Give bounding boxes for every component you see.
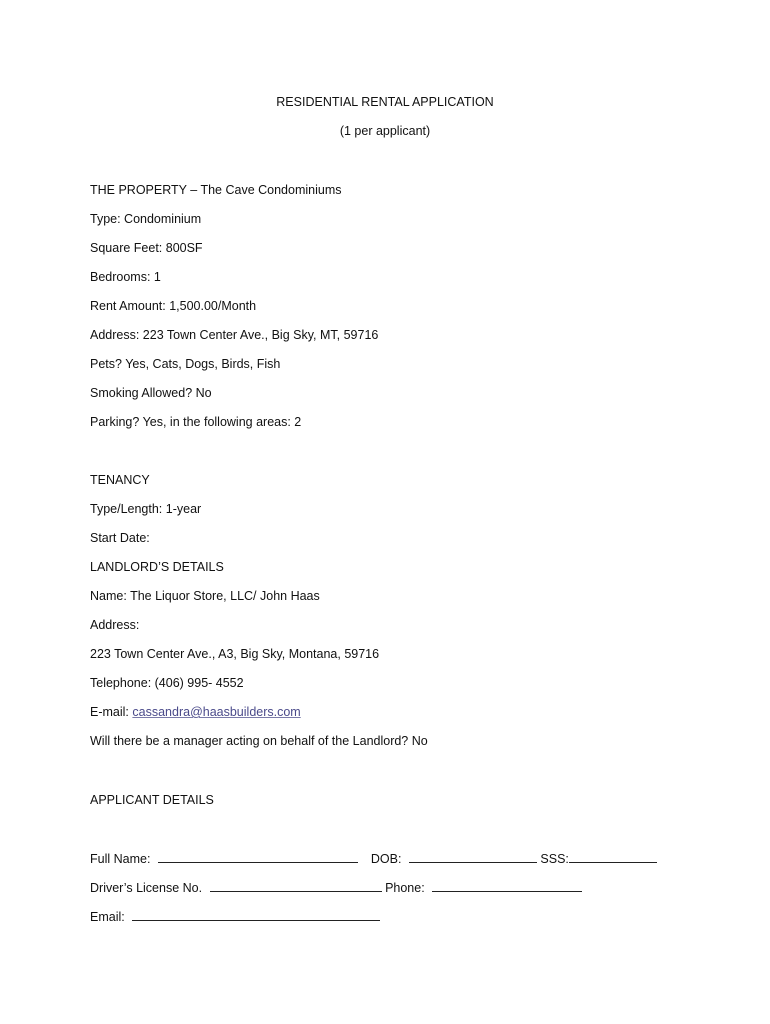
tenancy-heading: TENANCY	[90, 473, 150, 487]
property-pets: Pets? Yes, Cats, Dogs, Birds, Fish	[90, 357, 281, 371]
drivers-license-field[interactable]	[210, 879, 382, 892]
applicant-email-field[interactable]	[132, 908, 380, 921]
landlord-heading: LANDLORD’S DETAILS	[90, 560, 224, 574]
landlord-address: 223 Town Center Ave., A3, Big Sky, Montana, 59716	[90, 647, 380, 661]
property-square-feet: Square Feet: 800SF	[90, 241, 203, 255]
landlord-email-label: E-mail:	[90, 705, 129, 719]
sss-label: SSS:	[540, 852, 569, 866]
dob-label: DOB:	[370, 852, 402, 866]
landlord-name: Name: The Liquor Store, LLC/ John Haas	[90, 589, 320, 603]
property-bedrooms: Bedrooms: 1	[90, 270, 161, 284]
tenancy-start-date: Start Date:	[90, 531, 150, 545]
applicant-row-2	[90, 879, 582, 896]
landlord-email-link[interactable]: cassandra@haasbuilders.com	[132, 705, 301, 719]
document-title: RESIDENTIAL RENTAL APPLICATION	[276, 95, 494, 109]
applicant-email-label: Email:	[90, 910, 125, 924]
applicant-heading: APPLICANT DETAILS	[90, 793, 214, 807]
property-smoking: Smoking Allowed? No	[90, 386, 212, 400]
property-parking: Parking? Yes, in the following areas: 2	[90, 415, 302, 429]
full-name-field[interactable]	[158, 850, 358, 863]
tenancy-type-length: Type/Length: 1-year	[90, 502, 202, 516]
property-heading: THE PROPERTY – The Cave Condominiums	[90, 183, 342, 197]
property-type: Type: Condominium	[90, 212, 202, 226]
phone-field[interactable]	[432, 879, 582, 892]
landlord-telephone: Telephone: (406) 995- 4552	[90, 676, 244, 690]
applicant-row-3	[90, 908, 380, 925]
landlord-address-label: Address:	[90, 618, 140, 632]
property-address: Address: 223 Town Center Ave., Big Sky, MT, 59716	[90, 328, 379, 342]
landlord-email-row	[90, 704, 301, 720]
property-rent: Rent Amount: 1,500.00/Month	[90, 299, 257, 313]
full-name-label: Full Name:	[90, 852, 151, 866]
sss-field[interactable]	[569, 850, 657, 863]
phone-label: Phone:	[385, 881, 425, 895]
drivers-license-label: Driver’s License No.	[90, 881, 203, 895]
applicant-row-1	[90, 850, 657, 867]
document-subtitle: (1 per applicant)	[339, 124, 431, 138]
dob-field[interactable]	[409, 850, 537, 863]
landlord-manager: Will there be a manager acting on behalf of the Landlord? No	[90, 734, 428, 748]
